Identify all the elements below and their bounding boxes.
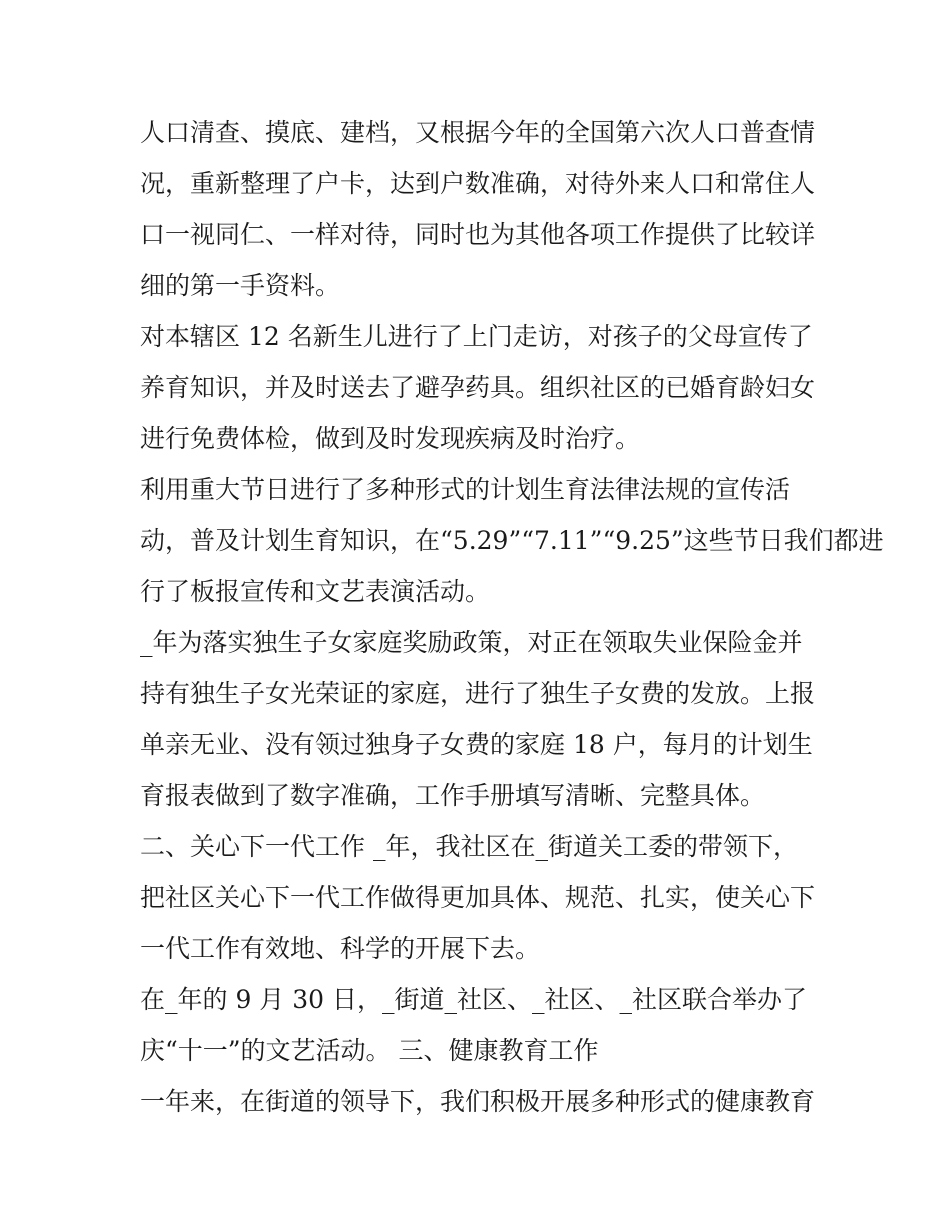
text-line: 利用重大节日进行了多种形式的计划生育法律法规的宣传活 — [140, 475, 791, 504]
text-line: 把社区关心下一代工作做得更加具体、规范、扎实，使关心下 — [140, 883, 816, 912]
text-line: 动，普及计划生育知识，在“5.29”“7.11”“9.25”这些节日我们都进 — [140, 526, 884, 555]
text-line: 细的第一手资料。 — [140, 271, 341, 300]
text-line: 况，重新整理了户卡，达到户数准确，对待外来人口和常住人 — [140, 169, 816, 198]
text-line: 持有独生子女光荣证的家庭，进行了独生子女费的发放。上报 — [140, 679, 816, 708]
document-body — [140, 107, 884, 1127]
text-line: 对本辖区 12 名新生儿进行了上门走访，对孩子的父母宣传了 — [140, 322, 813, 351]
text-line: _年为落实独生子女家庭奖励政策，对正在领取失业保险金并 — [140, 628, 803, 657]
text-line: 人口清查、摸底、建档，又根据今年的全国第六次人口普查情 — [140, 118, 816, 147]
text-line: 口一视同仁、一样对待，同时也为其他各项工作提供了比较详 — [140, 220, 816, 249]
text-line: 单亲无业、没有领过独身子女费的家庭 18 户，每月的计划生 — [140, 730, 813, 759]
text-line: 育报表做到了数字准确，工作手册填写清晰、完整具体。 — [140, 781, 766, 810]
text-line: 行了板报宣传和文艺表演活动。 — [140, 577, 491, 606]
text-line: 进行免费体检，做到及时发现疾病及时治疗。 — [140, 424, 641, 453]
text-line: 养育知识，并及时送去了避孕药具。组织社区的已婚育龄妇女 — [140, 373, 816, 402]
text-line: 二、关心下一代工作 _年，我社区在_街道关工委的带领下， — [140, 832, 798, 861]
text-line: 一代工作有效地、科学的开展下去。 — [140, 934, 541, 963]
text-line: 一年来，在街道的领导下，我们积极开展多种形式的健康教育 — [140, 1087, 816, 1116]
text-line: 庆“十一”的文艺活动。 三、健康教育工作 — [140, 1036, 599, 1065]
text-line: 在_年的 9 月 30 日，_街道_社区、_社区、_社区联合举办了 — [140, 985, 808, 1014]
